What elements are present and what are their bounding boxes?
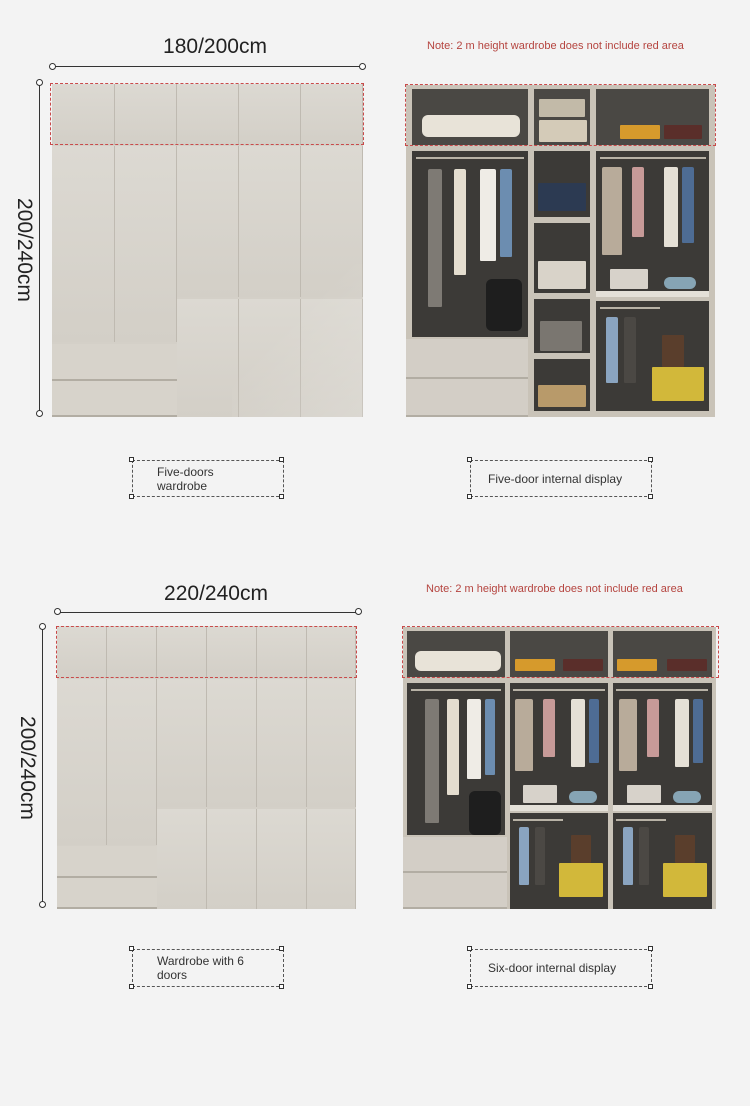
hanging-shirt	[519, 827, 529, 885]
hanging-coat	[602, 167, 622, 255]
bottom-red-area-left	[56, 626, 357, 678]
storage-basket	[540, 321, 582, 351]
hanging-shirt	[664, 167, 678, 247]
bottom-width-endpoint-right	[355, 608, 362, 615]
caption-handle	[648, 946, 653, 951]
hanging-scarf	[632, 167, 644, 237]
caption-text: Wardrobe with 6 doors	[157, 954, 244, 982]
folded-clothes	[610, 269, 648, 289]
shopping-bag	[675, 835, 695, 863]
backpack	[486, 279, 522, 331]
hat	[673, 791, 701, 803]
door-panel	[157, 809, 207, 909]
drawer	[403, 873, 507, 909]
hanging-shirt	[447, 699, 459, 795]
caption-text: Six-door internal display	[488, 961, 617, 975]
door-panel	[257, 809, 307, 909]
box-stack	[559, 863, 603, 897]
light-shadow	[232, 264, 363, 417]
bottom-caption-right	[470, 949, 652, 987]
hanging-shirt	[500, 169, 512, 257]
top-height-label: 200/240cm	[13, 198, 36, 302]
top-height-endpoint-top	[36, 79, 43, 86]
caption-handle	[279, 494, 284, 499]
caption-handle	[467, 494, 472, 499]
bottom-red-area-right	[402, 626, 719, 678]
drawer	[52, 344, 177, 381]
hanging-rod	[616, 819, 666, 821]
door-panel	[307, 679, 356, 807]
shelf	[613, 805, 712, 811]
door-panel	[107, 679, 157, 845]
hanging-shirt	[535, 827, 545, 885]
box-stack	[652, 367, 704, 401]
hanging-rod	[600, 307, 660, 309]
drawer	[57, 878, 157, 909]
shoes	[538, 385, 586, 407]
hanging-shirt	[682, 167, 694, 243]
hanging-shirt	[606, 317, 618, 383]
drawer	[57, 846, 157, 878]
drawer	[403, 837, 507, 873]
hanging-shirt	[693, 699, 703, 763]
door-panel	[257, 679, 307, 807]
caption-handle	[279, 984, 284, 989]
hanging-coat	[515, 699, 533, 771]
backpack	[469, 791, 501, 835]
hanging-dress	[428, 169, 442, 307]
hanging-shirt	[623, 827, 633, 885]
drawer	[406, 339, 528, 379]
bottom-width-label: 220/240cm	[164, 582, 268, 605]
hanging-rod	[411, 689, 501, 691]
drawer	[406, 379, 528, 417]
folded-clothes	[538, 183, 586, 211]
caption-handle	[467, 457, 472, 462]
hanging-coat	[619, 699, 637, 771]
caption-text: Five-door internal display	[488, 471, 623, 486]
hanging-shirt	[467, 699, 481, 779]
caption-handle	[648, 494, 653, 499]
bottom-height-endpoint-bottom	[39, 901, 46, 908]
top-width-endpoint-left	[49, 63, 56, 70]
caption-handle	[279, 457, 284, 462]
hanging-shirt	[624, 317, 636, 383]
hanging-rod	[416, 157, 524, 159]
hanging-rod	[513, 819, 563, 821]
top-caption-right	[470, 460, 652, 497]
hanging-shirt	[485, 699, 495, 775]
hanging-shirt	[571, 699, 585, 767]
hanging-rod	[513, 689, 605, 691]
folded-clothes	[523, 785, 557, 803]
top-caption-left	[132, 460, 284, 497]
door-panel	[177, 146, 239, 297]
top-note: Note: 2 m height wardrobe does not include red area	[427, 40, 684, 52]
shopping-bag	[662, 335, 684, 367]
caption-handle	[279, 946, 284, 951]
hat	[664, 277, 696, 289]
caption-handle	[467, 946, 472, 951]
bottom-width-line	[58, 612, 358, 613]
top-height-endpoint-bottom	[36, 410, 43, 417]
caption-handle	[129, 494, 134, 499]
hat	[569, 791, 597, 803]
caption-handle	[467, 984, 472, 989]
caption-handle	[648, 984, 653, 989]
caption-handle	[129, 984, 134, 989]
caption-handle	[129, 946, 134, 951]
hanging-shirt	[589, 699, 599, 763]
bottom-height-line	[42, 627, 43, 905]
door-panel	[52, 146, 115, 342]
caption-handle	[648, 457, 653, 462]
door-panel	[57, 679, 107, 845]
top-red-area-left	[50, 83, 364, 145]
door-panel	[207, 679, 257, 807]
hanging-rod	[616, 689, 708, 691]
top-height-line	[39, 83, 40, 414]
hanging-shirt	[454, 169, 466, 275]
top-width-line	[53, 66, 363, 67]
bottom-note: Note: 2 m height wardrobe does not include red area	[426, 583, 683, 595]
hanging-rod	[600, 157, 706, 159]
shelf	[596, 291, 709, 297]
folded-clothes	[538, 261, 586, 289]
drawer	[52, 381, 177, 417]
caption-handle	[129, 457, 134, 462]
top-red-area-right	[405, 84, 716, 146]
hanging-scarf	[647, 699, 659, 757]
door-panel	[307, 809, 356, 909]
bottom-caption-left	[132, 949, 284, 987]
bottom-width-endpoint-left	[54, 608, 61, 615]
bottom-height-endpoint-top	[39, 623, 46, 630]
top-width-label: 180/200cm	[163, 35, 267, 58]
door-panel	[207, 809, 257, 909]
hanging-scarf	[543, 699, 555, 757]
bottom-height-label: 200/240cm	[16, 716, 39, 820]
door-panel	[115, 146, 177, 342]
caption-text: Five-doors wardrobe	[157, 464, 214, 493]
hanging-dress	[425, 699, 439, 823]
door-panel	[157, 679, 207, 807]
hanging-shirt	[675, 699, 689, 767]
shopping-bag	[571, 835, 591, 863]
top-width-endpoint-right	[359, 63, 366, 70]
hanging-shirt	[639, 827, 649, 885]
door-panel	[177, 299, 239, 417]
folded-clothes	[627, 785, 661, 803]
box-stack	[663, 863, 707, 897]
shelf	[510, 805, 608, 811]
hanging-shirt	[480, 169, 496, 261]
